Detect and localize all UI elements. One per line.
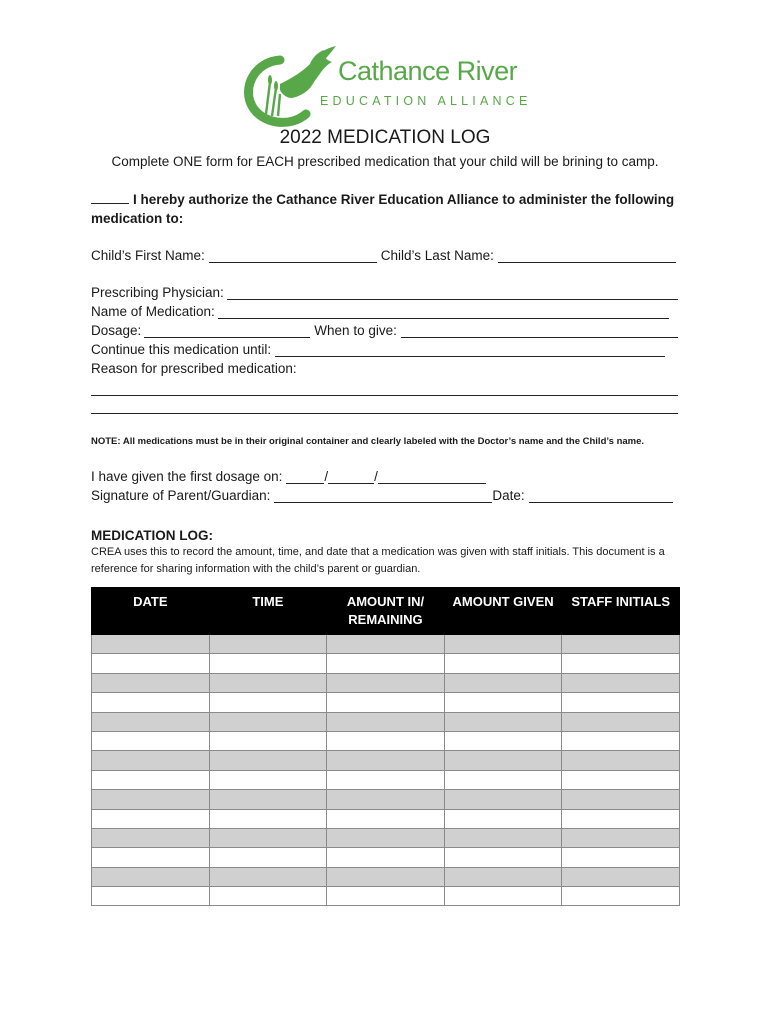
table-row bbox=[92, 887, 680, 906]
table-row bbox=[92, 809, 680, 828]
logo-subtitle: EDUCATION ALLIANCE bbox=[320, 94, 532, 108]
table-cell[interactable] bbox=[209, 790, 327, 809]
signature-date-field[interactable] bbox=[529, 488, 673, 503]
prescribing-physician-label: Prescribing Physician: bbox=[91, 285, 224, 300]
dosage-label: Dosage: bbox=[91, 323, 142, 338]
child-name-row bbox=[91, 248, 676, 263]
table-row bbox=[92, 673, 680, 692]
when-to-give-field[interactable] bbox=[401, 323, 678, 338]
table-cell[interactable] bbox=[92, 712, 210, 731]
continue-until-label: Continue this medication until: bbox=[91, 342, 272, 357]
instruction-text: Complete ONE form for EACH prescribed medication that your child will be brining to camp. bbox=[111, 154, 659, 169]
column-header-staff-initials: STAFF INITIALS bbox=[562, 588, 680, 635]
table-cell[interactable] bbox=[92, 809, 210, 828]
table-cell[interactable] bbox=[444, 712, 562, 731]
table-cell[interactable] bbox=[444, 828, 562, 847]
table-cell[interactable] bbox=[562, 848, 680, 867]
table-cell[interactable] bbox=[562, 654, 680, 673]
child-first-name-field[interactable] bbox=[209, 248, 377, 263]
child-first-name-label: Child’s First Name: bbox=[91, 248, 205, 263]
table-cell[interactable] bbox=[562, 887, 680, 906]
table-cell[interactable] bbox=[327, 751, 445, 770]
signature-date-label: Date: bbox=[492, 488, 525, 503]
logo-name: Cathance River bbox=[338, 56, 518, 86]
reason-label: Reason for prescribed medication: bbox=[91, 361, 297, 376]
table-cell[interactable] bbox=[92, 848, 210, 867]
table-cell[interactable] bbox=[92, 635, 210, 654]
medication-name-label: Name of Medication: bbox=[91, 304, 215, 319]
column-header-time: TIME bbox=[209, 588, 327, 635]
table-cell[interactable] bbox=[327, 828, 445, 847]
table-cell[interactable] bbox=[92, 887, 210, 906]
table-header-row bbox=[92, 588, 680, 635]
first-dosage-day-field[interactable] bbox=[328, 469, 374, 484]
heron-logo-icon bbox=[240, 44, 340, 128]
table-cell[interactable] bbox=[327, 809, 445, 828]
date-separator: / bbox=[374, 469, 378, 484]
page-title: 2022 MEDICATION LOG bbox=[279, 127, 491, 148]
table-cell[interactable] bbox=[444, 790, 562, 809]
table-cell[interactable] bbox=[444, 751, 562, 770]
table-cell[interactable] bbox=[92, 867, 210, 886]
table-cell[interactable] bbox=[562, 731, 680, 750]
table-cell[interactable] bbox=[444, 731, 562, 750]
table-cell[interactable] bbox=[209, 751, 327, 770]
table-cell[interactable] bbox=[209, 809, 327, 828]
medication-name-field[interactable] bbox=[218, 304, 669, 319]
physician-row bbox=[91, 285, 678, 300]
logo bbox=[240, 44, 540, 128]
table-row bbox=[92, 635, 680, 654]
medication-log-title: MEDICATION LOG: bbox=[91, 528, 213, 543]
medication-name-row bbox=[91, 304, 669, 319]
table-cell[interactable] bbox=[562, 770, 680, 789]
table-cell[interactable] bbox=[209, 712, 327, 731]
table-cell[interactable] bbox=[327, 654, 445, 673]
table-row bbox=[92, 751, 680, 770]
authorization-statement bbox=[91, 190, 681, 228]
table-cell[interactable] bbox=[444, 693, 562, 712]
table-cell[interactable] bbox=[562, 828, 680, 847]
note-text: NOTE: All medications must be in their original container and clearly labeled with the Doctor’s name and the Child’s name. bbox=[91, 436, 645, 447]
table-cell[interactable] bbox=[92, 673, 210, 692]
medication-log-table bbox=[91, 587, 680, 906]
table-cell[interactable] bbox=[444, 673, 562, 692]
table-cell[interactable] bbox=[444, 635, 562, 654]
when-to-give-label: When to give: bbox=[314, 323, 397, 338]
table-cell[interactable] bbox=[444, 848, 562, 867]
table-cell[interactable] bbox=[327, 848, 445, 867]
first-dosage-month-field[interactable] bbox=[286, 469, 324, 484]
table-cell[interactable] bbox=[209, 731, 327, 750]
table-cell[interactable] bbox=[562, 693, 680, 712]
signature-label: Signature of Parent/Guardian: bbox=[91, 488, 271, 503]
table-cell[interactable] bbox=[562, 751, 680, 770]
table-cell[interactable] bbox=[327, 712, 445, 731]
table-cell[interactable] bbox=[209, 635, 327, 654]
table-cell[interactable] bbox=[327, 790, 445, 809]
table-cell[interactable] bbox=[444, 809, 562, 828]
table-cell[interactable] bbox=[209, 828, 327, 847]
table-cell[interactable] bbox=[92, 828, 210, 847]
table-cell[interactable] bbox=[562, 809, 680, 828]
column-header-amount-given: AMOUNT GIVEN bbox=[444, 588, 562, 635]
child-last-name-field[interactable] bbox=[498, 248, 676, 263]
table-row bbox=[92, 770, 680, 789]
table-row bbox=[92, 828, 680, 847]
continue-until-row bbox=[91, 342, 665, 357]
table-cell[interactable] bbox=[562, 712, 680, 731]
table-cell[interactable] bbox=[327, 887, 445, 906]
table-row bbox=[92, 654, 680, 673]
prescribing-physician-field[interactable] bbox=[227, 285, 678, 300]
table-cell[interactable] bbox=[209, 654, 327, 673]
medication-log-description: CREA uses this to record the amount, time, and date that a medication was given with staff initials. This document is a reference for sharing information with the child’s parent or guardian. bbox=[91, 546, 665, 575]
table-row bbox=[92, 731, 680, 750]
dosage-field[interactable] bbox=[144, 323, 310, 338]
date-separator: / bbox=[324, 469, 329, 484]
signature-row bbox=[91, 488, 673, 503]
table-row bbox=[92, 790, 680, 809]
column-header-date: DATE bbox=[92, 588, 210, 635]
authorization-text: I hereby authorize the Cathance River Education Alliance to administer the following medication to: bbox=[91, 192, 675, 226]
authorization-initial-blank[interactable] bbox=[91, 190, 129, 204]
table-cell[interactable] bbox=[327, 635, 445, 654]
reason-field-line-2[interactable] bbox=[91, 413, 678, 414]
table-cell[interactable] bbox=[327, 731, 445, 750]
table-cell[interactable] bbox=[209, 867, 327, 886]
table-cell[interactable] bbox=[444, 867, 562, 886]
table-row bbox=[92, 848, 680, 867]
table-cell[interactable] bbox=[444, 887, 562, 906]
table-cell[interactable] bbox=[562, 635, 680, 654]
table-row bbox=[92, 712, 680, 731]
table-cell[interactable] bbox=[209, 887, 327, 906]
table-cell[interactable] bbox=[562, 867, 680, 886]
reason-row bbox=[91, 361, 297, 376]
table-cell[interactable] bbox=[562, 790, 680, 809]
table-cell[interactable] bbox=[327, 673, 445, 692]
continue-until-field[interactable] bbox=[275, 342, 665, 357]
table-cell[interactable] bbox=[209, 770, 327, 789]
table-cell[interactable] bbox=[92, 770, 210, 789]
first-dosage-year-field[interactable] bbox=[378, 469, 486, 484]
table-cell[interactable] bbox=[562, 673, 680, 692]
table-cell[interactable] bbox=[327, 770, 445, 789]
table-cell[interactable] bbox=[209, 693, 327, 712]
table-cell[interactable] bbox=[92, 693, 210, 712]
signature-field[interactable] bbox=[274, 488, 492, 503]
first-dosage-label: I have given the first dosage on: bbox=[91, 469, 283, 484]
table-cell[interactable] bbox=[444, 654, 562, 673]
table-cell[interactable] bbox=[327, 693, 445, 712]
table-cell[interactable] bbox=[92, 790, 210, 809]
table-cell[interactable] bbox=[327, 867, 445, 886]
column-header-amount-remaining: AMOUNT IN/ REMAINING bbox=[327, 588, 445, 635]
table-cell[interactable] bbox=[209, 673, 327, 692]
table-row bbox=[92, 867, 680, 886]
dosage-row bbox=[91, 323, 678, 338]
table-row bbox=[92, 693, 680, 712]
table-cell[interactable] bbox=[92, 751, 210, 770]
table-cell[interactable] bbox=[92, 731, 210, 750]
table-cell[interactable] bbox=[92, 654, 210, 673]
child-last-name-label: Child’s Last Name: bbox=[380, 248, 494, 263]
first-dosage-row bbox=[91, 469, 486, 484]
table-cell[interactable] bbox=[444, 770, 562, 789]
reason-field-line-1[interactable] bbox=[91, 395, 678, 396]
table-cell[interactable] bbox=[209, 848, 327, 867]
